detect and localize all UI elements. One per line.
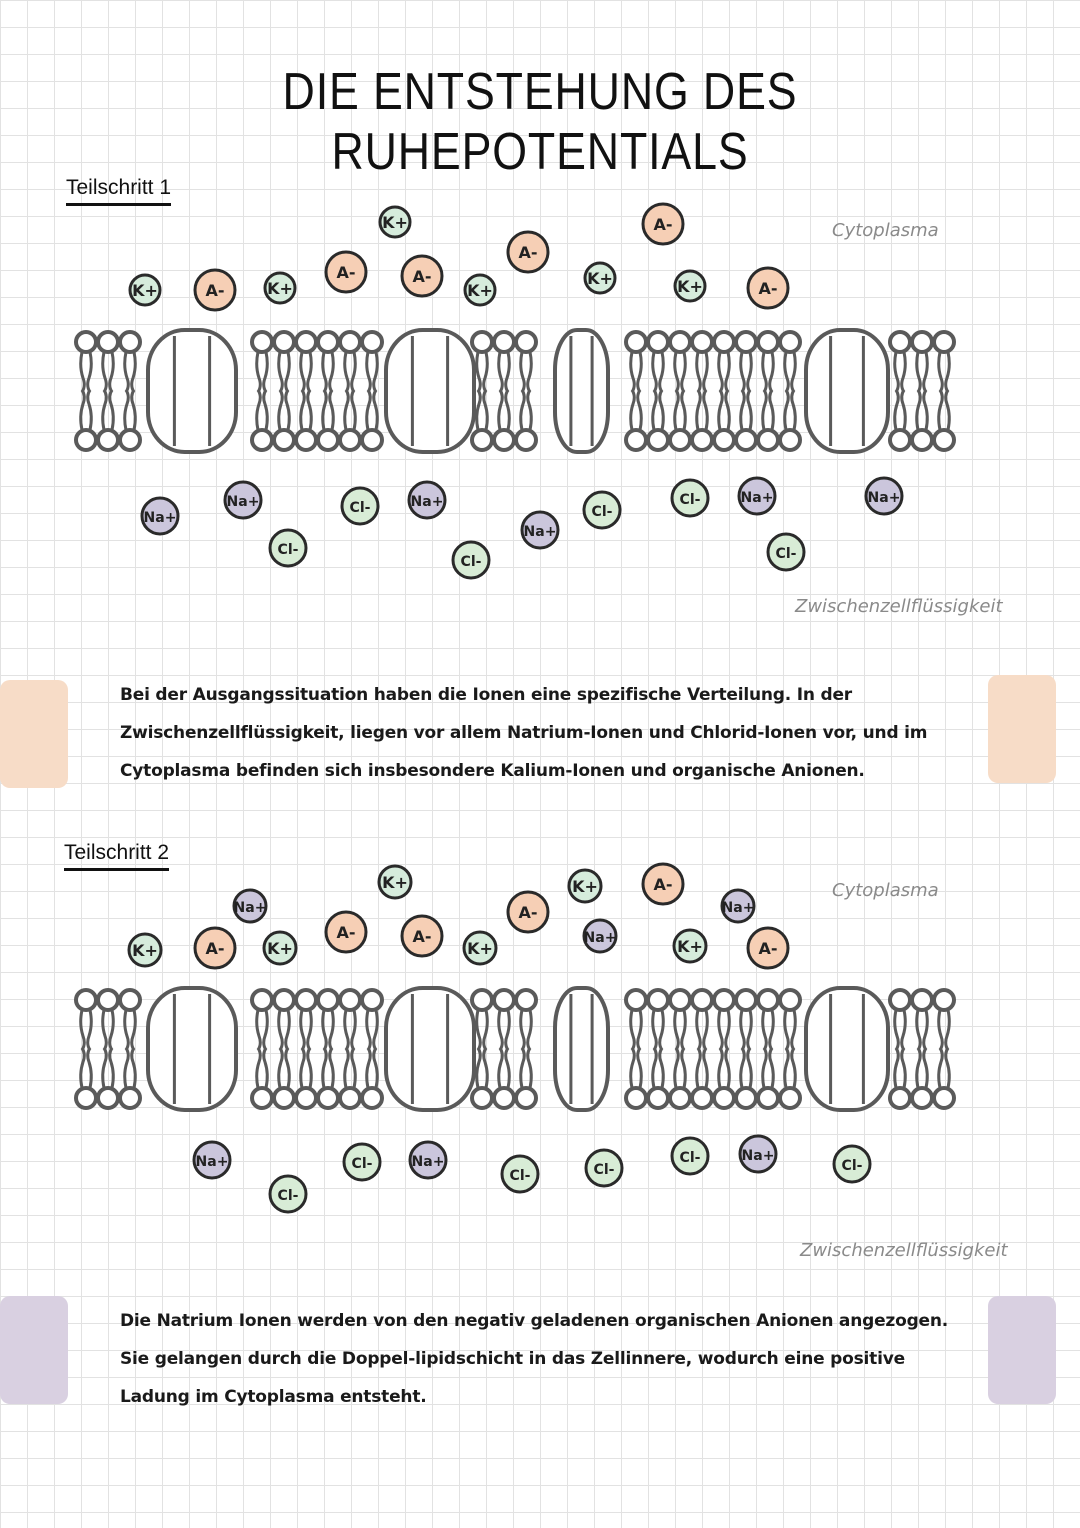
ion-label: K+ <box>267 939 293 958</box>
anion-ion <box>643 864 683 904</box>
sodium-ion <box>225 482 261 518</box>
chloride-ion <box>584 492 620 528</box>
channel-protein <box>386 330 474 452</box>
ion-label: A- <box>653 875 673 894</box>
sodium-ion <box>194 1142 230 1178</box>
step-2-label: Teilschritt 2 <box>64 841 169 871</box>
step-1-label: Teilschritt 1 <box>66 176 171 206</box>
step-2-text: Die Natrium Ionen werden von den negativ geladenen organischen Anionen angezogen. Sie gelangen durch die Doppel-lipidschicht in das Zellinnere, wodurch eine positive Ladung im Cytoplasma entsteht. <box>120 1311 949 1407</box>
ion-label: K+ <box>132 941 158 960</box>
ion-label: Na+ <box>721 900 755 916</box>
ion-label: Cl- <box>593 1162 615 1178</box>
potassium-ion <box>464 932 496 964</box>
step-1-cytoplasm-label: Cytoplasma <box>832 220 939 241</box>
potassium-ion <box>379 866 411 898</box>
ion-label: Cl- <box>277 542 299 558</box>
channel-protein <box>806 330 888 452</box>
potassium-ion <box>585 263 615 293</box>
ion-label: K+ <box>382 873 408 892</box>
anion-ion <box>508 892 548 932</box>
chloride-ion <box>672 480 708 516</box>
ion-label: K+ <box>382 213 408 232</box>
sodium-ion <box>866 478 902 514</box>
ion-label: Na+ <box>740 490 774 506</box>
ion-label: Na+ <box>195 1154 229 1170</box>
anion-ion <box>748 928 788 968</box>
anion-ion <box>326 252 366 292</box>
ion-label: Na+ <box>741 1148 775 1164</box>
chloride-ion <box>834 1146 870 1182</box>
channel-protein <box>806 988 888 1110</box>
potassium-ion <box>674 930 706 962</box>
ion-label: Cl- <box>775 546 797 562</box>
anion-ion <box>402 916 442 956</box>
ion-label: Na+ <box>226 494 260 510</box>
anion-ion <box>508 232 548 272</box>
ion-label: A- <box>336 923 356 942</box>
ion-label: K+ <box>587 269 613 288</box>
potassium-ion <box>569 870 601 902</box>
anion-ion <box>402 256 442 296</box>
ion-label: A- <box>518 243 538 262</box>
ion-label: K+ <box>267 279 293 298</box>
sodium-ion <box>522 512 558 548</box>
potassium-ion <box>264 932 296 964</box>
ion-label: A- <box>653 215 673 234</box>
ion-label: A- <box>412 267 432 286</box>
chloride-ion <box>586 1150 622 1186</box>
ion-label: Na+ <box>523 524 557 540</box>
step-1-right-tab <box>988 675 1056 783</box>
ion-label: Na+ <box>867 490 901 506</box>
ion-label: Na+ <box>583 930 617 946</box>
ion-label: K+ <box>467 939 493 958</box>
ion-label: Cl- <box>351 1156 373 1172</box>
chloride-ion <box>270 530 306 566</box>
step-1-left-tab <box>0 680 68 788</box>
step-1-membrane-diagram <box>0 190 1080 590</box>
sodium-ion <box>722 890 755 922</box>
chloride-ion <box>453 542 489 578</box>
ion-label: Cl- <box>349 500 371 516</box>
lipid-bilayer <box>76 330 954 452</box>
ion-label: Cl- <box>679 492 701 508</box>
sodium-ion <box>584 920 617 952</box>
ion-label: K+ <box>132 281 158 300</box>
ion-label: K+ <box>677 277 703 296</box>
ion-label: A- <box>205 281 225 300</box>
sodium-ion <box>740 1136 776 1172</box>
ion-label: Na+ <box>411 1154 445 1170</box>
step-2-membrane-diagram <box>0 850 1080 1230</box>
ion-label: A- <box>758 939 778 958</box>
step-1-text: Bei der Ausgangssituation haben die Ionen eine spezifische Verteilung. In der Zwischenzellflüssigkeit, liegen vor allem Natrium-Ionen und Chlorid-Ionen vor, und im Cytoplasma befinden sich insbesondere Kalium-Ionen und organische Anionen. <box>120 685 928 781</box>
channel-protein <box>148 330 236 452</box>
lipid-bilayer <box>76 988 954 1110</box>
potassium-ion <box>130 275 160 305</box>
chloride-ion <box>672 1138 708 1174</box>
sodium-ion <box>739 478 775 514</box>
ion-label: Na+ <box>410 494 444 510</box>
chloride-ion <box>344 1144 380 1180</box>
potassium-ion <box>465 275 495 305</box>
chloride-ion <box>502 1156 538 1192</box>
ion-label: K+ <box>572 877 598 896</box>
ion-label: Cl- <box>841 1158 863 1174</box>
chloride-ion <box>270 1176 306 1212</box>
step-1-extracellular-label: Zwischenzellflüssigkeit <box>795 596 1003 617</box>
channel-protein <box>386 988 474 1110</box>
ion-label: Cl- <box>591 504 613 520</box>
channel-protein <box>555 330 608 452</box>
anion-ion <box>195 270 235 310</box>
step-2-left-tab <box>0 1296 68 1404</box>
channel-protein <box>148 988 236 1110</box>
anion-ion <box>195 928 235 968</box>
ion-label: Cl- <box>679 1150 701 1166</box>
ion-label: Na+ <box>143 510 177 526</box>
ion-label: A- <box>412 927 432 946</box>
sodium-ion <box>410 1142 446 1178</box>
ion-label: A- <box>205 939 225 958</box>
sodium-ion <box>142 498 178 534</box>
potassium-ion <box>380 207 410 237</box>
ion-label: Cl- <box>509 1168 531 1184</box>
potassium-ion <box>675 271 705 301</box>
page-title: DIE ENTSTEHUNG DES RUHEPOTENTIALS <box>282 63 798 181</box>
ion-label: K+ <box>467 281 493 300</box>
potassium-ion <box>129 934 161 966</box>
chloride-ion <box>768 534 804 570</box>
channel-protein <box>555 988 608 1110</box>
step-2-extracellular-label: Zwischenzellflüssigkeit <box>800 1240 1008 1261</box>
ion-label: A- <box>518 903 538 922</box>
anion-ion <box>748 268 788 308</box>
chloride-ion <box>342 488 378 524</box>
step-2-right-tab <box>988 1296 1056 1404</box>
ion-label: Cl- <box>277 1188 299 1204</box>
ion-label: Cl- <box>460 554 482 570</box>
ion-label: Na+ <box>233 900 267 916</box>
potassium-ion <box>265 273 295 303</box>
ion-label: K+ <box>677 937 703 956</box>
step-2-cytoplasm-label: Cytoplasma <box>832 880 939 901</box>
ion-label: A- <box>758 279 778 298</box>
anion-ion <box>643 204 683 244</box>
anion-ion <box>326 912 366 952</box>
sodium-ion <box>234 890 267 922</box>
ion-label: A- <box>336 263 356 282</box>
sodium-ion <box>409 482 445 518</box>
